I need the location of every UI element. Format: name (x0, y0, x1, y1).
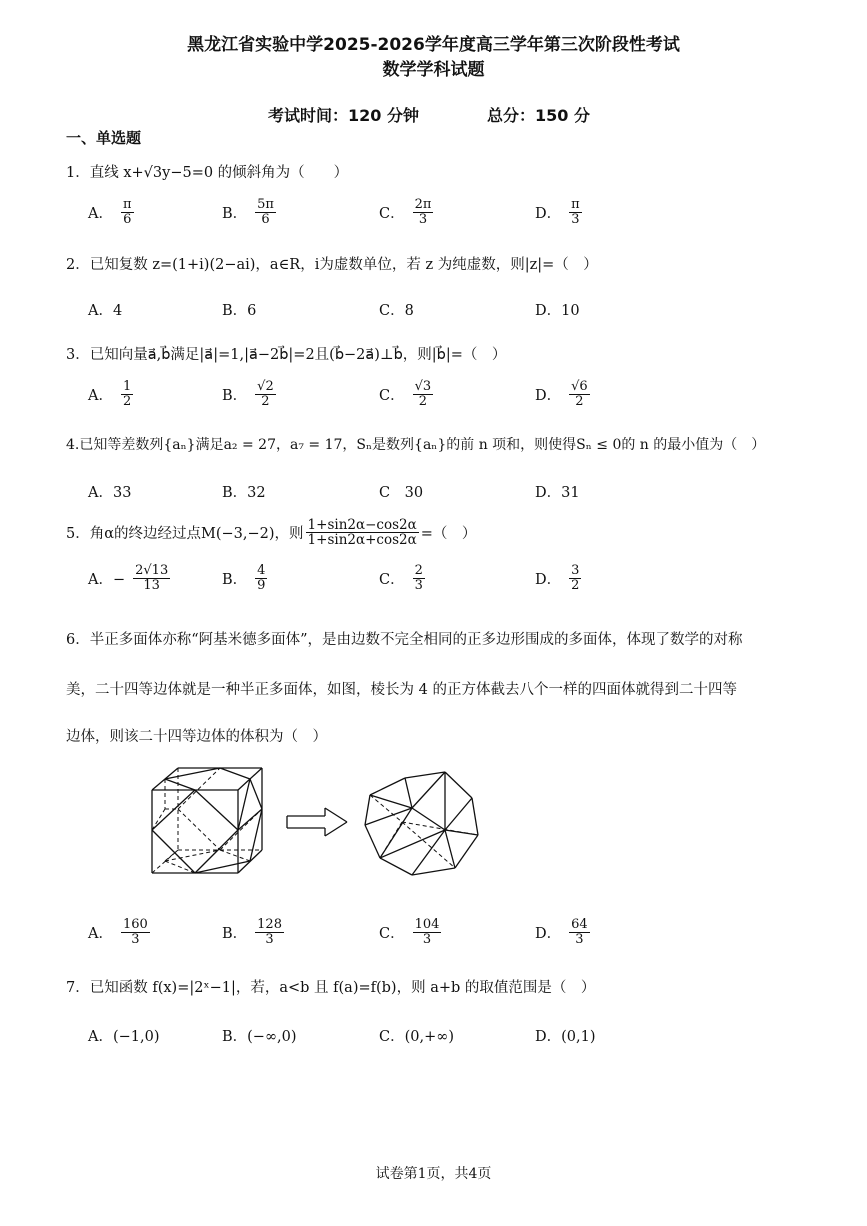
question-6-line-3: 边体，则该二十四等边体的体积为（ ） (66, 729, 327, 745)
edge (165, 779, 195, 790)
option-label: C． (379, 925, 405, 942)
page-footer: 试卷第1页，共4页 (375, 1166, 492, 1182)
numerator: 1+sin2α−cos2α (307, 517, 417, 533)
option-label: C． (379, 205, 405, 222)
exam-title: 黑龙江省实验中学2025-2026学年度高三学年第三次阶段性考试 (187, 35, 680, 55)
option-label: B． (222, 571, 248, 588)
edge (152, 830, 195, 873)
fraction (255, 198, 276, 226)
numerator: √6 (571, 379, 588, 394)
q1-option-d (535, 198, 582, 226)
edge (365, 825, 380, 858)
denominator: 3 (422, 931, 432, 947)
q6-option-d (535, 918, 590, 946)
q6-option-b (222, 918, 284, 946)
q4-option-c: C 30 (379, 485, 424, 501)
denominator: 2 (122, 393, 132, 409)
edge (250, 779, 262, 809)
option-label: B． (222, 925, 248, 942)
edge (445, 798, 472, 830)
fraction (133, 564, 170, 592)
denominator: 3 (418, 211, 428, 227)
q5-option-b (222, 564, 267, 592)
numerator: 160 (122, 917, 148, 932)
q6-option-a (88, 918, 150, 946)
numerator: 5π (257, 197, 274, 212)
polyhedron-figure (140, 760, 500, 885)
arrow-icon (287, 808, 347, 836)
option-label: D． (535, 571, 562, 588)
numerator: √3 (414, 379, 432, 394)
edge (455, 835, 478, 868)
numerator: 2√13 (135, 563, 169, 578)
fraction (413, 564, 425, 592)
fraction (255, 564, 267, 592)
denominator: 6 (123, 211, 132, 227)
q1-option-b (222, 198, 276, 226)
arrow-line (325, 822, 347, 836)
q6-option-c (379, 918, 441, 946)
edge (445, 772, 472, 798)
hidden-edge (402, 822, 478, 835)
question-4: 4.已知等差数列{aₙ}满足a₂ = 27，a₇ = 17，Sₙ是数列{aₙ}的前 n 项和，则使得Sₙ ≤ 0的 n 的最小值为（ ） (66, 437, 766, 453)
edge (412, 772, 445, 808)
option-label: C． (379, 387, 405, 404)
question-5 (66, 518, 476, 547)
question-text: 5．角α的终边经过点M(−3,−2)，则 (66, 526, 304, 543)
q7-option-d: D．(0,1) (535, 1029, 596, 1045)
q7-option-b: B．(−∞,0) (222, 1029, 297, 1045)
edge (238, 779, 250, 830)
q4-option-d: D．31 (535, 485, 580, 501)
q3-option-a (88, 380, 133, 408)
exam-score: 总分：150 分 (487, 106, 590, 125)
hidden-edge (220, 850, 250, 861)
edge (412, 868, 455, 875)
q2-option-c: C．8 (379, 303, 414, 319)
fraction (121, 198, 134, 226)
fraction (413, 198, 434, 226)
numerator: 3 (571, 563, 580, 578)
edge (195, 830, 238, 873)
denominator: 3 (131, 931, 140, 947)
edge (405, 772, 445, 778)
question-3: 3．已知向量a⃗,b⃗满足|a⃗|=1,|a⃗−2b⃗|=2且(b⃗−2a⃗)⊥b⃗，则|b⃗|=（ ） (66, 347, 507, 363)
option-label: B． (222, 387, 248, 404)
numerator: 64 (571, 917, 588, 932)
q4-option-a: A．33 (88, 485, 132, 501)
cuboctahedron-diagram (365, 772, 478, 875)
fraction (569, 198, 582, 226)
question-text: =（ ） (420, 526, 477, 543)
q5-option-a (88, 564, 170, 592)
numerator: 2π (414, 197, 432, 212)
fraction (121, 380, 133, 408)
q5-option-d (535, 564, 581, 592)
denominator: 3 (575, 931, 584, 947)
option-label: D． (535, 925, 562, 942)
q1-option-a (88, 198, 134, 226)
arrow-line (325, 808, 347, 822)
edge (412, 808, 445, 830)
hidden-edge (178, 809, 220, 850)
edge (195, 861, 250, 873)
edge (220, 768, 250, 779)
numerator: π (571, 197, 580, 212)
q7-option-a: A．(−1,0) (88, 1029, 160, 1045)
numerator: 1 (122, 379, 132, 394)
denominator: 1+sin2α+cos2α (307, 532, 417, 549)
edge (472, 798, 478, 835)
q3-option-b (222, 380, 276, 408)
numerator: 128 (257, 917, 282, 932)
fraction (413, 918, 442, 946)
option-label: A． (88, 387, 113, 404)
denominator: 13 (143, 577, 160, 593)
denominator: 2 (261, 393, 270, 409)
numerator: 4 (257, 563, 266, 578)
fraction (255, 918, 284, 946)
fraction (121, 918, 150, 946)
denominator: 3 (265, 931, 274, 947)
denominator: 2 (418, 393, 428, 409)
option-label: A． (88, 205, 113, 222)
q3-option-c (379, 380, 433, 408)
edge (370, 795, 412, 808)
edge (405, 778, 412, 808)
fraction (569, 918, 590, 946)
hidden-edge (165, 861, 195, 873)
denominator: 9 (257, 577, 266, 593)
q4-option-b: B．32 (222, 485, 266, 501)
question-2: 2．已知复数 z=(1+i)(2−ai)，a∈R，i为虚数单位，若 z 为纯虚数，则|z|=（ ） (66, 257, 598, 273)
question-1: 1．直线 x+√3y−5=0 的倾斜角为（ ） (66, 165, 349, 181)
q2-option-a: A．4 (88, 303, 123, 319)
denominator: 3 (414, 577, 423, 593)
edge (250, 809, 262, 861)
option-label: D． (535, 387, 562, 404)
denominator: 2 (575, 393, 584, 409)
q7-option-c: C．(0,+∞) (379, 1029, 454, 1045)
exam-subtitle: 数学学科试题 (382, 60, 485, 80)
denominator: 6 (261, 211, 270, 227)
hidden-edge (178, 768, 220, 809)
q5-option-c (379, 564, 425, 592)
section-heading: 一、单选题 (66, 129, 142, 147)
numerator: √2 (257, 379, 274, 394)
option-label: D． (535, 205, 562, 222)
numerator: π (122, 197, 132, 212)
q1-option-c (379, 198, 433, 226)
edge (152, 790, 195, 830)
option-label: A． (88, 925, 113, 942)
fraction (306, 518, 419, 547)
option-label: A．− (88, 571, 126, 588)
edge (165, 768, 220, 779)
edge (380, 858, 412, 875)
denominator: 2 (571, 577, 580, 593)
edge (370, 778, 405, 795)
q2-option-d: D．10 (535, 303, 580, 319)
edge (445, 830, 455, 868)
q3-option-d (535, 380, 590, 408)
numerator: 2 (414, 563, 423, 578)
denominator: 3 (571, 211, 580, 227)
option-label: B． (222, 205, 248, 222)
option-label: C． (379, 571, 405, 588)
question-6-line-1: 6．半正多面体亦称“阿基米德多面体”，是由边数不完全相同的正多边形围成的多面体，体现了数学的对称 (66, 632, 743, 648)
numerator: 104 (414, 917, 440, 932)
cube-diagram (152, 768, 262, 873)
question-7: 7．已知函数 f(x)=|2ˣ−1|，若，a<b 且 f(a)=f(b)，则 a+b 的取值范围是（ ） (66, 980, 596, 996)
edge (365, 795, 370, 825)
q2-option-b: B．6 (222, 303, 257, 319)
fraction (413, 380, 434, 408)
question-6-line-2: 美，二十四等边体就是一种半正多面体，如图，棱长为 4 的正方体截去八个一样的四面体就得到二十四等 (66, 682, 737, 698)
exam-time: 考试时间：120 分钟 (268, 106, 419, 125)
hidden-edge (165, 850, 178, 861)
edge (195, 790, 238, 830)
fraction (569, 380, 590, 408)
fraction (255, 380, 276, 408)
fraction (569, 564, 581, 592)
